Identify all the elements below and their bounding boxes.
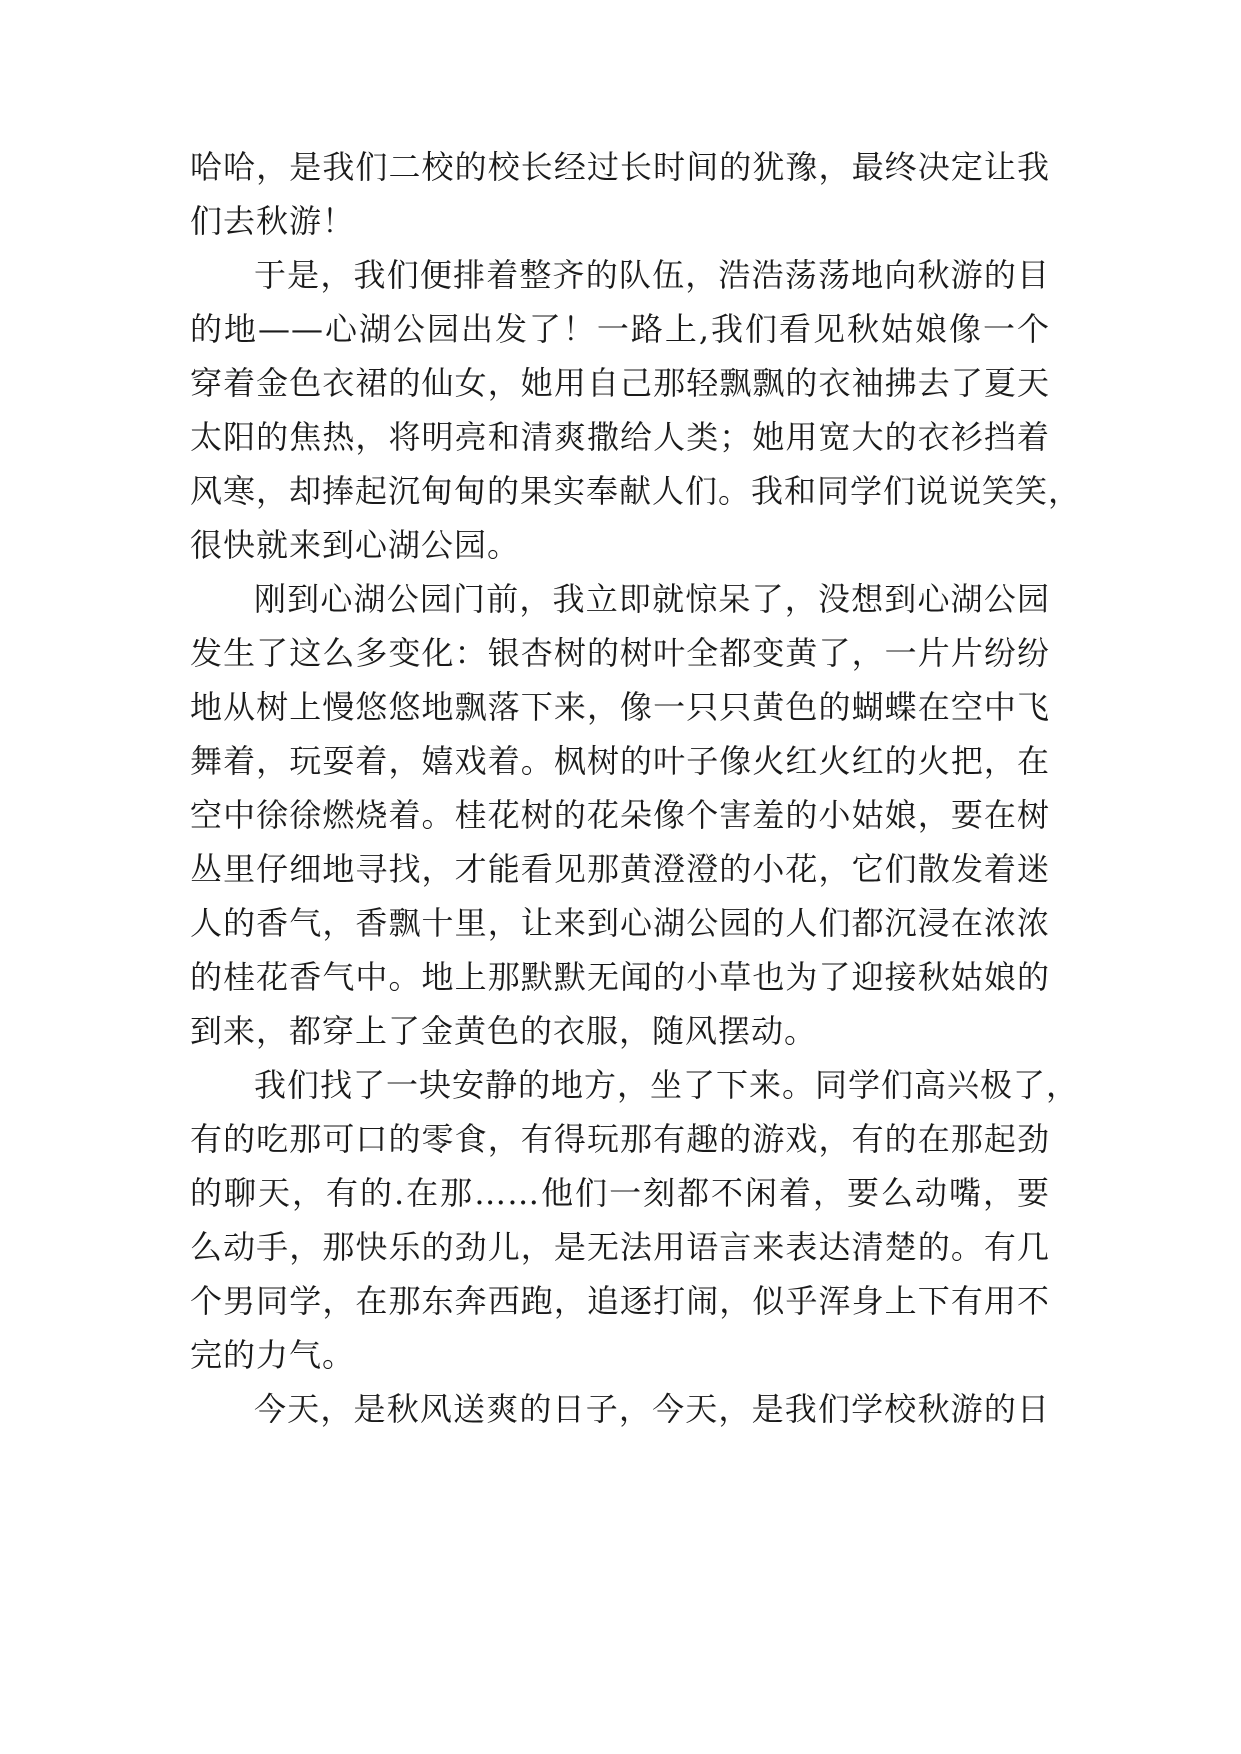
text-line: 们去秋游！ [190, 202, 356, 240]
text-line: 很快就来到心湖公园。 [190, 526, 521, 564]
text-line: 风寒，却捧起沉甸甸的果实奉献人们。我和同学们说说笑笑， [190, 472, 1082, 510]
text-line: 完的力气。 [190, 1336, 356, 1374]
text-line: 有的吃那可口的零食，有得玩那有趣的游戏，有的在那起劲 [190, 1120, 1050, 1158]
text-line: 穿着金色衣裙的仙女，她用自己那轻飘飘的衣袖拂去了夏天 [190, 364, 1050, 402]
text-line: 舞着，玩耍着，嬉戏着。枫树的叶子像火红火红的火把，在 [190, 742, 1050, 780]
text-line: 的地——心湖公园出发了！一路上,我们看见秋姑娘像一个 [190, 310, 1050, 348]
text-line: 哈哈，是我们二校的校长经过长时间的犹豫，最终决定让我 [190, 148, 1050, 186]
text-line: 到来，都穿上了金黄色的衣服，随风摆动。 [190, 1012, 818, 1050]
text-line: 丛里仔细地寻找，才能看见那黄澄澄的小花，它们散发着迷 [190, 850, 1050, 888]
text-line: 发生了这么多变化：银杏树的树叶全都变黄了，一片片纷纷 [190, 634, 1050, 672]
text-line: 太阳的焦热，将明亮和清爽撒给人类；她用宽大的衣衫挡着 [190, 418, 1050, 456]
text-line: 于是，我们便排着整齐的队伍，浩浩荡荡地向秋游的目 [254, 256, 1050, 294]
text-line: 地从树上慢悠悠地飘落下来，像一只只黄色的蝴蝶在空中飞 [190, 688, 1050, 726]
text-line: 的桂花香气中。地上那默默无闻的小草也为了迎接秋姑娘的 [190, 958, 1050, 996]
text-line: 我们找了一块安静的地方，坐了下来。同学们高兴极了， [254, 1066, 1080, 1104]
text-line: 个男同学，在那东奔西跑，追逐打闹，似乎浑身上下有用不 [190, 1282, 1050, 1320]
text-line: 刚到心湖公园门前，我立即就惊呆了，没想到心湖公园 [254, 580, 1050, 618]
text-line: 今天，是秋风送爽的日子，今天，是我们学校秋游的日 [254, 1390, 1050, 1428]
text-line: 么动手，那快乐的劲儿，是无法用语言来表达清楚的。有几 [190, 1228, 1050, 1266]
text-line: 的聊天，有的.在那……他们一刻都不闲着，要么动嘴，要 [190, 1174, 1050, 1212]
text-line: 人的香气，香飘十里，让来到心湖公园的人们都沉浸在浓浓 [190, 904, 1050, 942]
text-line: 空中徐徐燃烧着。桂花树的花朵像个害羞的小姑娘，要在树 [190, 796, 1050, 834]
